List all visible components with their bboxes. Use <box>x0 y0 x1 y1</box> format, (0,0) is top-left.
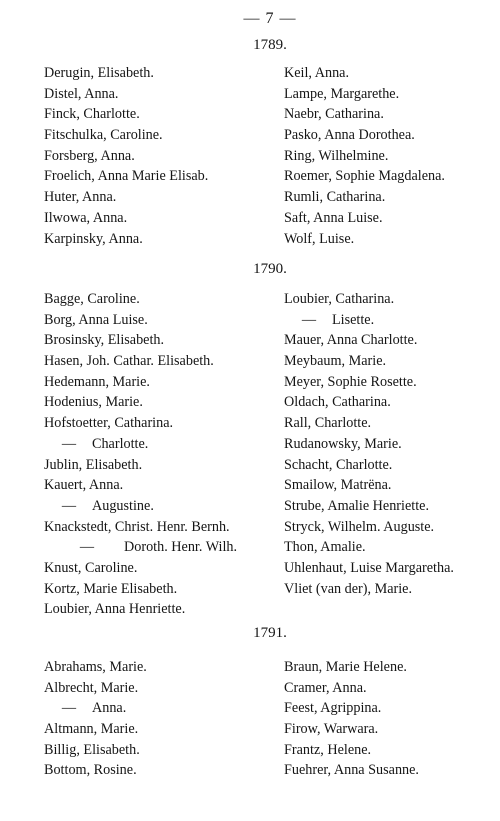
name-entry-continuation <box>44 698 280 719</box>
section-1791-left-column <box>44 657 280 781</box>
name-entry <box>44 310 280 331</box>
name-text: Lampe, Margarethe. <box>284 85 400 102</box>
name-entry <box>44 455 280 476</box>
name-text: Froelich, Anna Marie Elisab. <box>44 168 209 185</box>
name-entry-continuation <box>44 434 280 455</box>
name-entry <box>284 351 496 372</box>
name-text: Hedemann, Marie. <box>44 373 150 390</box>
name-entry <box>284 104 496 125</box>
name-text: Fitschulka, Caroline. <box>44 127 163 144</box>
name-text: Uhlenhaut, Luise Margaretha. <box>284 559 454 576</box>
name-entry <box>44 678 280 699</box>
name-entry <box>284 657 496 678</box>
ditto-dash: — <box>79 539 95 556</box>
name-entry <box>284 63 496 84</box>
name-text: Charlotte. <box>92 435 149 452</box>
name-entry <box>284 740 496 761</box>
name-text: Meyer, Sophie Rosette. <box>284 373 417 390</box>
name-text: Strube, Amalie Henriette. <box>284 497 429 514</box>
name-entry <box>44 657 280 678</box>
name-entry <box>284 125 496 146</box>
name-text: Kauert, Anna. <box>44 477 124 494</box>
name-text: Feest, Agrippina. <box>284 700 382 717</box>
name-entry <box>284 760 496 781</box>
name-entry <box>44 517 280 538</box>
ditto-dash: — <box>301 311 317 328</box>
name-entry <box>44 63 280 84</box>
name-entry <box>284 579 496 600</box>
name-entry <box>284 678 496 699</box>
name-entry <box>284 496 496 517</box>
ditto-dash: — <box>61 497 77 514</box>
section-1791-right-column <box>284 657 496 781</box>
name-text: Jublin, Elisabeth. <box>44 456 143 473</box>
name-entry <box>284 455 496 476</box>
name-text: Mauer, Anna Charlotte. <box>284 332 418 349</box>
year-heading-1791: 1791. <box>253 625 287 641</box>
name-entry <box>284 434 496 455</box>
section-1790-left-column <box>44 289 280 620</box>
name-entry <box>284 372 496 393</box>
name-entry <box>44 351 280 372</box>
name-entry <box>284 719 496 740</box>
name-text: Schacht, Charlotte. <box>284 456 393 473</box>
name-entry <box>284 146 496 167</box>
name-entry-continuation <box>44 496 280 517</box>
name-entry <box>284 475 496 496</box>
name-text: Rudanowsky, Marie. <box>284 435 402 452</box>
name-text: Rall, Charlotte. <box>284 415 372 432</box>
name-text: Abrahams, Marie. <box>44 659 147 675</box>
name-entry <box>44 760 280 781</box>
name-entry <box>44 740 280 761</box>
name-text: Hofstoetter, Catharina. <box>44 415 174 432</box>
name-text: Ring, Wilhelmine. <box>284 147 389 164</box>
name-text: Ilwowa, Anna. <box>44 209 128 226</box>
name-entry <box>44 719 280 740</box>
year-heading-1790: 1790. <box>253 261 287 277</box>
section-1790-right-column <box>284 289 496 599</box>
name-entry <box>284 558 496 579</box>
name-text: Bagge, Caroline. <box>44 291 140 307</box>
name-text: Doroth. Henr. Wilh. <box>124 539 238 556</box>
name-text: Frantz, Helene. <box>284 741 372 758</box>
name-text: Altmann, Marie. <box>44 721 139 738</box>
name-entry <box>44 166 280 187</box>
name-text: Fuehrer, Anna Susanne. <box>284 762 419 779</box>
name-entry <box>284 698 496 719</box>
name-text: Smailow, Matrëna. <box>284 477 392 494</box>
name-entry <box>44 330 280 351</box>
name-text: Loubier, Anna Henriette. <box>44 601 186 618</box>
name-text: Meybaum, Marie. <box>284 353 387 370</box>
name-entry <box>44 579 280 600</box>
name-text: Roemer, Sophie Magdalena. <box>284 168 445 185</box>
name-entry <box>44 413 280 434</box>
name-text: Vliet (van der), Marie. <box>284 580 413 597</box>
name-text: Huter, Anna. <box>44 189 117 206</box>
name-entry <box>44 125 280 146</box>
name-text: Billig, Elisabeth. <box>44 741 140 758</box>
name-text: Karpinsky, Anna. <box>44 230 143 247</box>
name-text: Forsberg, Anna. <box>44 147 135 164</box>
name-text: Distel, Anna. <box>44 85 119 102</box>
name-entry <box>44 558 280 579</box>
name-entry <box>44 104 280 125</box>
ditto-dash: — <box>61 700 77 717</box>
name-text: Brosinsky, Elisabeth. <box>44 332 165 349</box>
page-number: — 7 — <box>243 10 297 27</box>
name-text: Augustine. <box>92 497 154 514</box>
name-text: Knust, Caroline. <box>44 559 138 576</box>
name-text: Lisette. <box>332 311 375 328</box>
name-text: Finck, Charlotte. <box>44 106 140 123</box>
name-entry <box>284 84 496 105</box>
name-entry <box>284 537 496 558</box>
name-entry <box>284 392 496 413</box>
section-1789-right-column <box>284 63 496 249</box>
name-text: Naebr, Catharina. <box>284 106 384 123</box>
name-entry <box>44 392 280 413</box>
name-entry-continuation <box>284 310 496 331</box>
name-text: Hasen, Joh. Cathar. Elisabeth. <box>44 353 214 370</box>
name-entry <box>284 229 496 250</box>
name-entry <box>44 475 280 496</box>
name-text: Loubier, Catharina. <box>284 291 395 307</box>
name-entry-continuation <box>44 537 280 558</box>
name-text: Saft, Anna Luise. <box>284 209 383 226</box>
name-text: Cramer, Anna. <box>284 679 367 696</box>
name-text: Thon, Amalie. <box>284 539 366 556</box>
ditto-dash: — <box>61 435 77 452</box>
name-text: Wolf, Luise. <box>284 230 355 247</box>
name-entry <box>44 229 280 250</box>
name-entry <box>284 330 496 351</box>
name-text: Stryck, Wilhelm. Auguste. <box>284 518 435 535</box>
name-entry <box>44 146 280 167</box>
name-entry <box>44 208 280 229</box>
name-text: Braun, Marie Helene. <box>284 659 407 675</box>
name-text: Firow, Warwara. <box>284 721 379 738</box>
name-text: Pasko, Anna Dorothea. <box>284 127 415 144</box>
name-text: Anna. <box>92 700 127 717</box>
name-entry <box>284 289 496 310</box>
name-text: Hodenius, Marie. <box>44 394 143 411</box>
name-text: Rumli, Catharina. <box>284 189 386 206</box>
name-text: Borg, Anna Luise. <box>44 311 148 328</box>
name-entry <box>44 599 280 620</box>
name-entry <box>44 187 280 208</box>
name-text: Derugin, Elisabeth. <box>44 65 154 81</box>
name-entry <box>44 289 280 310</box>
name-text: Keil, Anna. <box>284 65 350 81</box>
name-entry <box>284 166 496 187</box>
name-text: Oldach, Catharina. <box>284 394 391 411</box>
name-entry <box>44 84 280 105</box>
name-entry <box>284 187 496 208</box>
section-1789-left-column <box>44 63 280 249</box>
name-text: Albrecht, Marie. <box>44 679 139 696</box>
name-entry <box>284 208 496 229</box>
name-text: Kortz, Marie Elisabeth. <box>44 580 178 597</box>
name-entry <box>284 517 496 538</box>
name-entry <box>284 413 496 434</box>
name-text: Bottom, Rosine. <box>44 762 137 779</box>
name-entry <box>44 372 280 393</box>
name-text: Knackstedt, Christ. Henr. Bernh. <box>44 518 230 535</box>
year-heading-1789: 1789. <box>253 37 287 53</box>
